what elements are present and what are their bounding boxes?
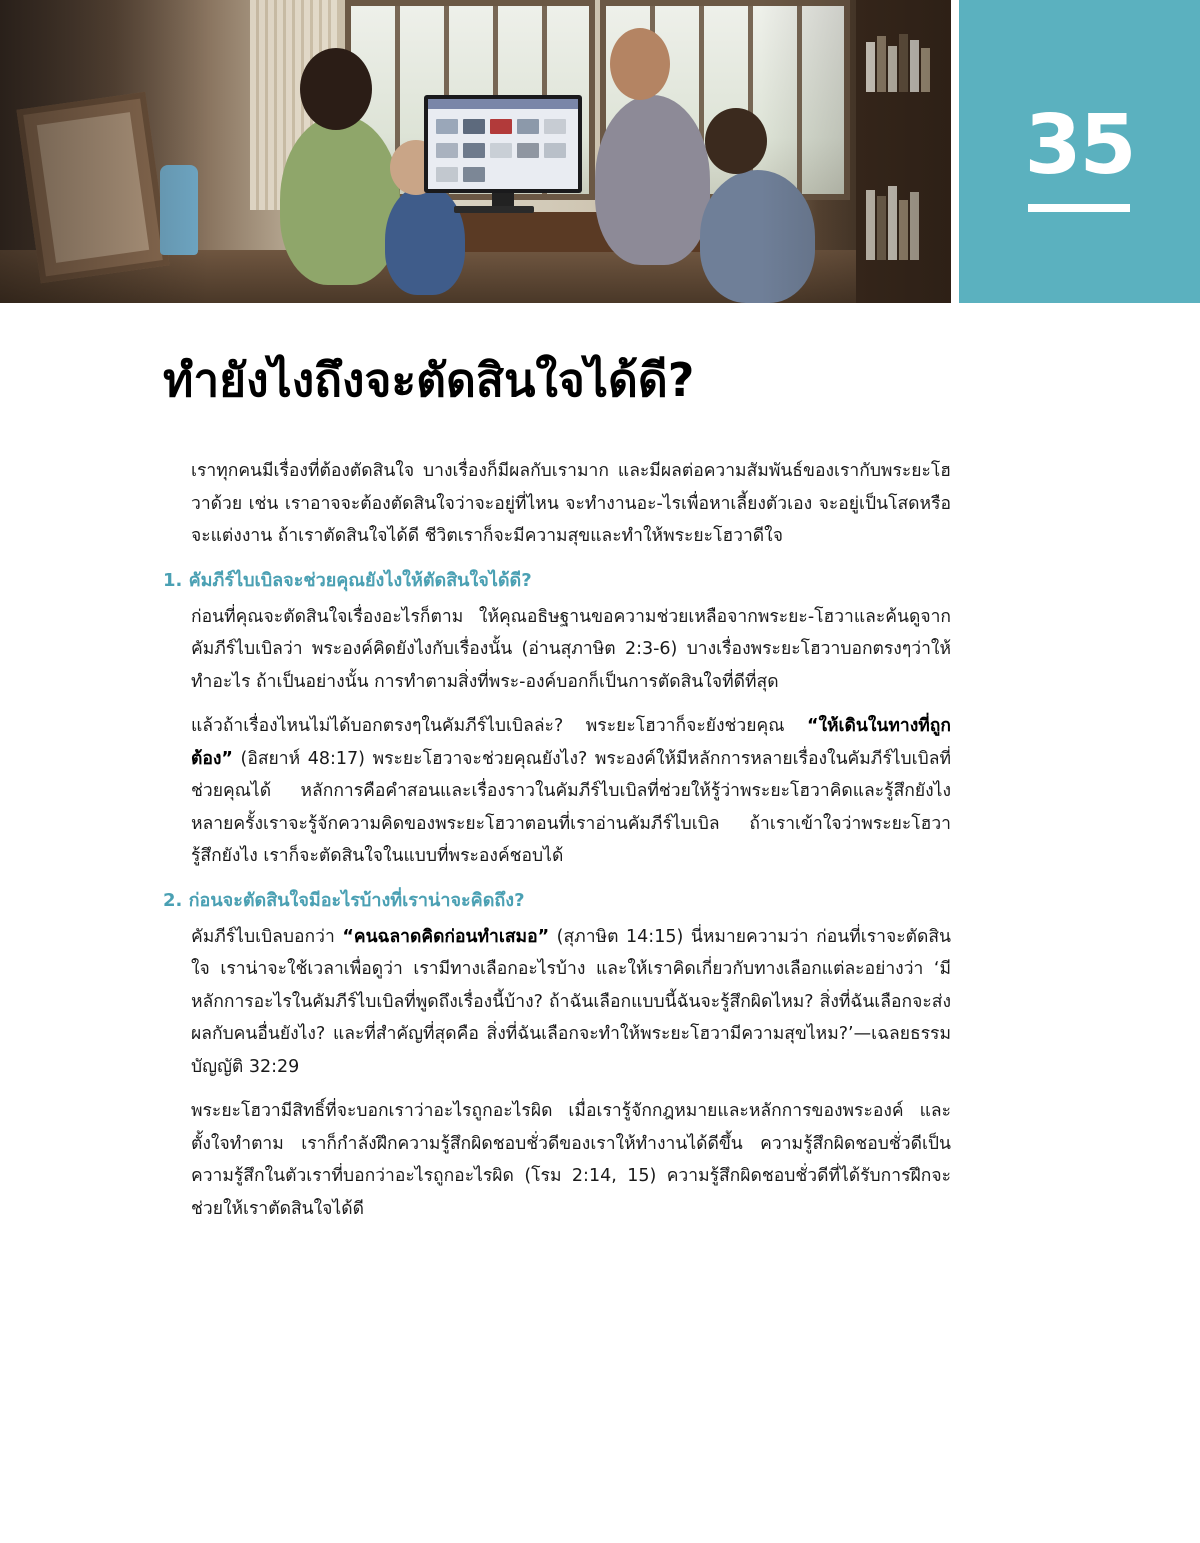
text-run: (สุภาษิต 14:15) นี่หมายความว่า ก่อนที่เราจะตัดสินใจ เราน่าจะใช้เวลาเพื่อดูว่า เรามีทางเลือกอะไรบ้าง และให้เราคิดเกี่ยวกับทางเลือกแต่ละอย่างว่า ‘มีหลักการอะไรในคัมภีร์ไบเบิลที่พูดถึงเรื่องนี้บ้าง? ถ้าฉันเลือกแบบนี้ฉันจะรู้สึกผิดไหม? สิ่งที่ฉันเลือกจะส่งผลกับคนอื่นยังไง? และที่สำคัญที่สุดคือ สิ่งที่ฉันเลือกจะทำให้พระยะโฮวามีความสุขไหม?’—เฉลยธรรมบัญญัติ 32:29: [191, 926, 951, 1077]
scripture-quote: “ให้เดินในทางที่ถูกต้อง”: [191, 716, 951, 769]
text-run: (อิสยาห์ 48:17) พระยะโฮวาจะช่วยคุณยังไง? พระองค์ให้มีหลักการหลายเรื่องในคัมภีร์ไบเบิลที่ช่วยคุณได้ หลักการคือคำสอนและเรื่องราวในคัมภีร์ไบเบิลที่ช่วยให้รู้ว่าพระยะโฮวาคิดและรู้สึกยังไง หลายครั้งเราจะรู้จักความคิดของพระยะโฮวาตอนที่เราอ่านคัมภีร์ไบเบิล ถ้าเราเข้าใจว่าพระยะโฮวารู้สึกยังไง เราก็จะตัดสินใจในแบบที่พระองค์ชอบได้: [191, 748, 951, 866]
chapter-number: 35: [1024, 98, 1135, 193]
page-title: ทำยังไงถึงจะตัดสินใจได้ดี?: [163, 353, 695, 407]
header-photo: [0, 0, 951, 303]
intro-paragraph: เราทุกคนมีเรื่องที่ต้องตัดสินใจ บางเรื่องก็มีผลกับเรามาก และมีผลต่อความสัมพันธ์ของเรากับพระยะโฮวาด้วย เช่น เราอาจจะต้องตัดสินใจว่าจะอยู่ที่ไหน จะทำงานอะ-ไรเพื่อหาเลี้ยงตัวเอง จะอยู่เป็นโสดหรือจะแต่งงาน ถ้าเราตัดสินใจได้ดี ชีวิตเราก็จะมีความสุขและทำให้พระยะโฮวาดีใจ: [191, 461, 951, 546]
section-2-paragraph-2: พระยะโฮวามีสิทธิ์ที่จะบอกเราว่าอะไรถูกอะไรผิด เมื่อเรารู้จักกฎหมายและหลักการของพระองค์ และตั้งใจทำตาม เราก็กำลังฝึกความรู้สึกผิดชอบชั่วดีของเราให้ทำงานได้ดีขึ้น ความรู้สึกผิดชอบชั่วดีเป็นความรู้สึกในตัวเราที่บอกว่าอะไรถูกอะไรผิด (โรม 2:14, 15) ความรู้สึกผิดชอบชั่วดีที่ได้รับการฝึกจะช่วยให้เราตัดสินใจได้ดี: [191, 1101, 951, 1219]
chapter-badge: [959, 0, 1200, 303]
section-1-paragraph-1: ก่อนที่คุณจะตัดสินใจเรื่องอะไรก็ตาม ให้คุณอธิษฐานขอความช่วยเหลือจากพระยะ-โฮวาและค้นดูจากคัมภีร์ไบเบิลว่า พระองค์คิดยังไงกับเรื่องนั้น (อ่านสุภาษิต 2:3-6) บางเรื่องพระยะโฮวาบอกตรงๆว่าให้ทำอะไร ถ้าเป็นอย่างนั้น การทำตามสิ่งที่พระ-องค์บอกก็เป็นการตัดสินใจที่ดีที่สุด: [191, 606, 951, 692]
chapter-underline: [1028, 204, 1130, 212]
section-1-paragraph-2: [191, 710, 951, 873]
text-run: คัมภีร์ไบเบิลบอกว่า: [191, 926, 343, 947]
section-2-paragraph-1: [191, 921, 951, 1084]
scripture-quote: “คนฉลาดคิดก่อนทำเสมอ”: [342, 926, 550, 947]
question-2-heading: 2. ก่อนจะตัดสินใจมีอะไรบ้างที่เราน่าจะคิดถึง?: [163, 889, 525, 911]
article-body: [163, 455, 951, 1237]
question-1-heading: 1. คัมภีร์ไบเบิลจะช่วยคุณยังไงให้ตัดสินใจได้ดี?: [163, 569, 532, 591]
text-run: แล้วถ้าเรื่องไหนไม่ได้บอกตรงๆในคัมภีร์ไบเบิลล่ะ? พระยะโฮวาก็จะยังช่วยคุณ: [191, 716, 807, 736]
